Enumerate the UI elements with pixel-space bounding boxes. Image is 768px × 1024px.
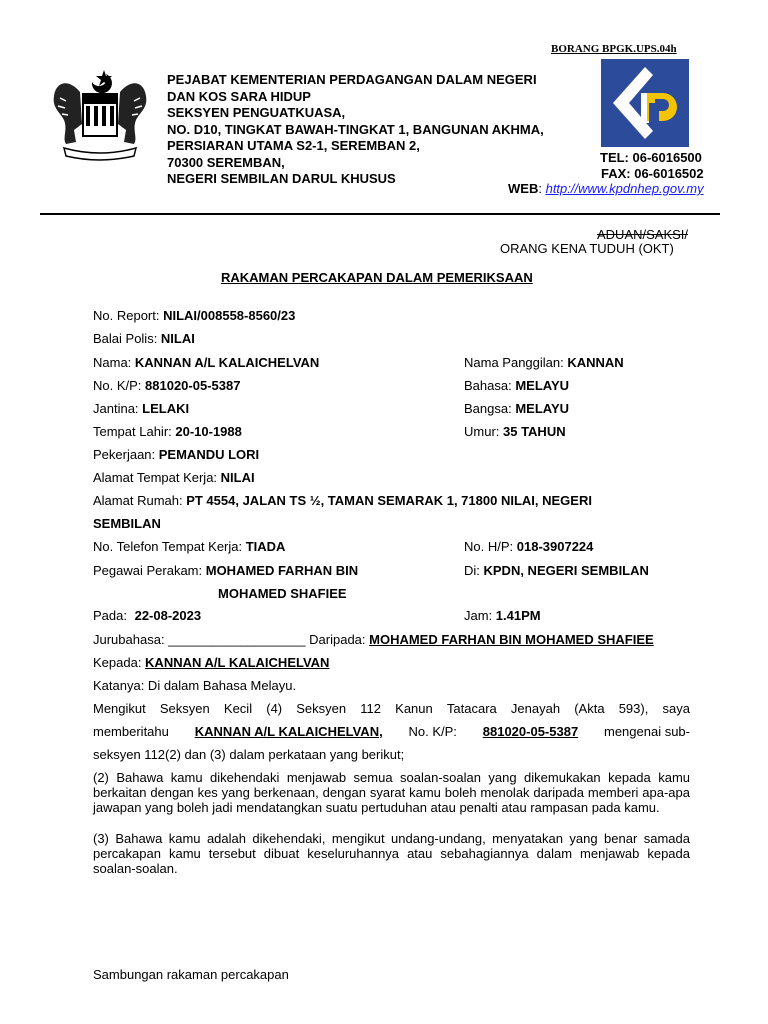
address-line: NO. D10, TINGKAT BAWAH-TINGKAT 1, BANGUNAN AKHMA, (167, 121, 544, 137)
bahasa-field (464, 378, 569, 393)
word: (Akta (574, 701, 605, 716)
field-label: Pekerjaan: (93, 447, 159, 462)
jantina-field (93, 401, 189, 416)
jam-field (464, 608, 541, 623)
web-separator: : (538, 181, 542, 196)
field-label: Di: (464, 563, 484, 578)
field-label: Daripada: (305, 632, 370, 647)
field-value: MELAYU (515, 401, 570, 416)
fax-number: FAX: 06-6016502 (601, 166, 704, 181)
okt-kp: 881020-05-5387 (482, 724, 579, 739)
web-label: WEB (508, 181, 539, 196)
field-value: 22-08-2023 (134, 608, 202, 623)
field-value: TIADA (245, 539, 286, 554)
word: Seksyen (296, 701, 347, 716)
pada-field (93, 608, 201, 623)
word: Kanun (395, 701, 433, 716)
alamat-rumah-field (93, 493, 592, 508)
field-value: 20-10-1988 (175, 424, 242, 439)
field-value: KPDN, NEGERI SEMBILAN (483, 563, 649, 578)
field-label: Kepada: (93, 655, 146, 670)
word: 593), (618, 701, 649, 716)
kp-field (93, 378, 240, 393)
word: 112 (360, 701, 382, 716)
report-field (93, 308, 295, 323)
perakam-field (93, 563, 358, 578)
word: Tatacara (446, 701, 497, 716)
field-value: LELAKI (142, 401, 190, 416)
caution-line-1 (93, 701, 690, 716)
form-code: BORANG BPGK.UPS.04h (551, 43, 677, 55)
field-value: KANNAN A/L KALAICHELVAN (134, 355, 320, 370)
word: saya (662, 701, 690, 716)
address-line: DAN KOS SARA HIDUP (167, 88, 311, 104)
address-line: SEKSYEN PENGUATKUASA, (167, 105, 346, 120)
hp-field (464, 539, 593, 554)
tel-kerja-field (93, 539, 285, 554)
panggilan-field (464, 355, 624, 370)
tel-number: TEL: 06-6016500 (600, 150, 702, 165)
kepada-field (93, 655, 329, 670)
web-line (508, 181, 704, 196)
word: No. K/P: (408, 724, 457, 739)
field-label: No. Report: (93, 308, 164, 323)
field-value: PEMANDU LORI (158, 447, 260, 462)
okt-name: KANNAN A/L KALAICHELVAN, (194, 724, 383, 739)
field-label: Alamat Rumah: (93, 493, 187, 508)
field-label: Bangsa: (464, 401, 516, 416)
field-label: Jurubahasa: (93, 632, 169, 647)
field-label: Balai Polis: (93, 331, 161, 346)
alamat-rumah-continued: SEMBILAN (93, 516, 161, 531)
field-label: Umur: (464, 424, 503, 439)
word: (4) (266, 701, 283, 716)
jurubahasa-blank: ___________________ (168, 632, 306, 647)
field-value: KANNAN (567, 355, 624, 370)
field-value: NILAI (220, 470, 255, 485)
field-value: NILAI/008558-8560/23 (163, 308, 296, 323)
field-label: Bahasa: (464, 378, 516, 393)
role-current: ORANG KENA TUDUH (OKT) (500, 241, 674, 256)
word: memberitahu (93, 724, 169, 739)
role-struck: ADUAN/SAKSI/ (597, 227, 689, 242)
clause-3: (3) Bahawa kamu adalah dikehendaki, mengikut undang-undang, menyatakan yang benar samada percakapan kamu tersebut dibuat keseluruhannya atau sebahagiannya dalam menjawab kepada soalan-soalan. (93, 831, 690, 876)
field-label: Pegawai Perakam: (93, 563, 206, 578)
header-divider (40, 213, 720, 215)
katanya-line: Katanya: Di dalam Bahasa Melayu. (93, 678, 297, 693)
field-label: Nama: (93, 355, 135, 370)
address-line: 70300 SEREMBAN, (167, 154, 285, 170)
field-label: Tempat Lahir: (93, 424, 176, 439)
field-value: NILAI (160, 331, 195, 346)
footer-continuation: Sambungan rakaman percakapan (93, 967, 289, 982)
caution-line-3: seksyen 112(2) dan (3) dalam perkataan yang berikut; (93, 747, 405, 762)
jurubahasa-line (93, 632, 654, 647)
field-label: Alamat Tempat Kerja: (93, 470, 221, 485)
field-label: Pada: (93, 608, 131, 623)
word: Kecil (223, 701, 253, 716)
caution-line-2 (93, 724, 690, 739)
kpdn-logo (601, 59, 689, 147)
document-title: RAKAMAN PERCAKAPAN DALAM PEMERIKSAAN (221, 270, 533, 285)
field-label: Jam: (464, 608, 496, 623)
word: mengenai sub- (603, 724, 690, 739)
word: Jenayah (510, 701, 561, 716)
field-value: MOHAMED FARHAN BIN MOHAMED SHAFIEE (369, 632, 654, 647)
field-value: KANNAN A/L KALAICHELVAN (145, 655, 330, 670)
field-value: 1.41PM (495, 608, 541, 623)
office-address (167, 72, 544, 188)
coat-of-arms-logo (50, 68, 150, 164)
address-line: NEGERI SEMBILAN DARUL KHUSUS (167, 171, 396, 186)
field-value: MELAYU (515, 378, 570, 393)
balai-field (93, 331, 195, 346)
lahir-field (93, 424, 242, 439)
field-label: No. K/P: (93, 378, 146, 393)
field-label: No. H/P: (464, 539, 517, 554)
field-label: Jantina: (93, 401, 143, 416)
field-label: No. Telefon Tempat Kerja: (93, 539, 246, 554)
address-line: PERSIARAN UTAMA S2-1, SEREMBAN 2, (167, 138, 420, 153)
nama-field (93, 355, 319, 370)
field-value: PT 4554, JALAN TS ½, TAMAN SEMARAK 1, 71800 NILAI, NEGERI (186, 493, 592, 508)
address-line: PEJABAT KEMENTERIAN PERDAGANGAN DALAM NEGERI (167, 72, 537, 87)
clause-2: (2) Bahawa kamu dikehendaki menjawab semua soalan-soalan yang dikemukakan kepada kamu berkaitan dengan kes yang berkenaan, dengan syarat kamu boleh menolak daripada memberi apa-apa jawapan yang boleh jadi mendatangkan suatu pertuduhan atau penalti atau rampasan pada kamu. (93, 770, 690, 815)
word: Mengikut (93, 701, 146, 716)
alamat-kerja-field (93, 470, 255, 485)
word: Seksyen (159, 701, 210, 716)
di-field (464, 563, 649, 578)
field-value: 881020-05-5387 (145, 378, 241, 393)
web-link[interactable]: http://www.kpdnhep.gov.my (545, 181, 704, 196)
pekerjaan-field (93, 447, 259, 462)
field-value: 018-3907224 (516, 539, 594, 554)
field-label: Nama Panggilan: (464, 355, 568, 370)
bangsa-field (464, 401, 569, 416)
field-value: MOHAMED FARHAN BIN (205, 563, 359, 578)
umur-field (464, 424, 566, 439)
perakam-continued: MOHAMED SHAFIEE (218, 586, 347, 601)
field-value: 35 TAHUN (503, 424, 566, 439)
